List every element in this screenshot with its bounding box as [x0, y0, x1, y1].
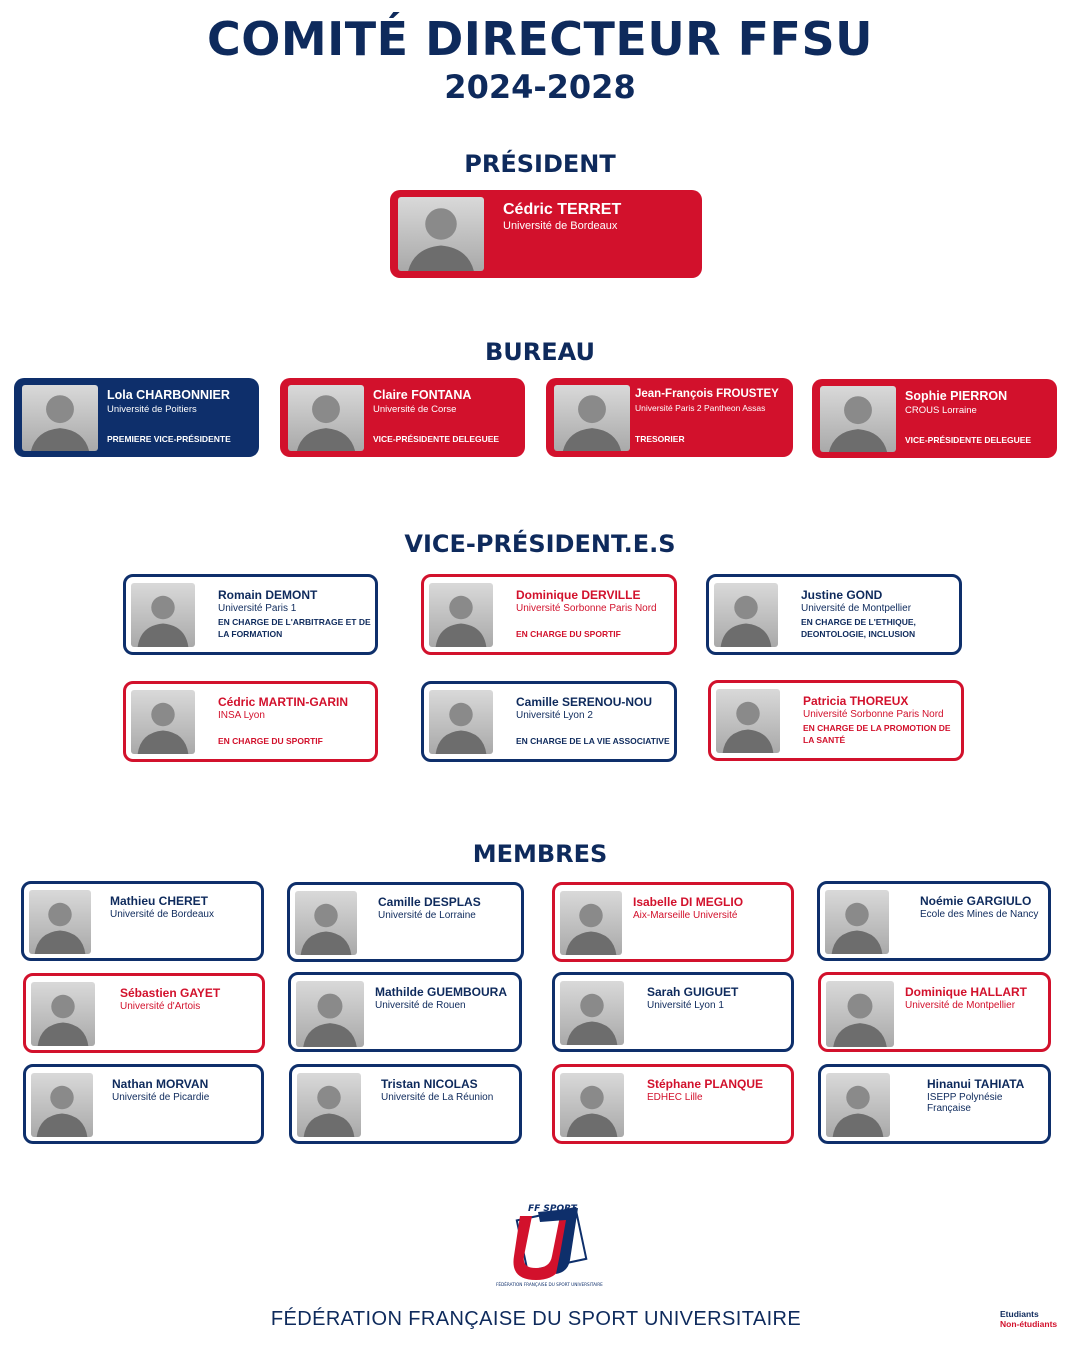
member-name: Cédric MARTIN-GARIN — [218, 695, 349, 709]
legend-students: Etudiants — [1000, 1309, 1039, 1319]
member-card — [21, 881, 264, 961]
member-affiliation: Université Sorbonne Paris Nord — [803, 709, 944, 720]
member-photo — [29, 890, 91, 954]
member-name: Justine GOND — [801, 588, 883, 602]
section-title-vice-presidents: VICE-PRÉSIDENT.E.S — [404, 530, 676, 558]
member-affiliation: Université de Poitiers — [107, 403, 197, 415]
member-card — [546, 378, 793, 457]
member-role: EN CHARGE DE L'ARBITRAGE ET DE LA FORMATION — [218, 616, 371, 640]
member-card — [23, 973, 265, 1053]
member-card — [23, 1064, 264, 1144]
member-card — [123, 574, 378, 655]
member-affiliation: Université de Bordeaux — [110, 909, 214, 920]
member-affiliation: INSA Lyon — [218, 710, 265, 721]
member-photo — [131, 583, 195, 647]
member-role: PREMIERE VICE-PRÉSIDENTE — [107, 434, 231, 445]
member-photo — [429, 583, 493, 647]
member-role: EN CHARGE DE LA PROMOTION DE LA SANTÉ — [803, 722, 951, 746]
member-name: Dominique DERVILLE — [516, 588, 641, 602]
member-photo — [31, 1073, 93, 1137]
member-role: EN CHARGE DE LA VIE ASSOCIATIVE — [516, 736, 670, 747]
member-affiliation: Université Paris 2 Pantheon Assas — [635, 402, 766, 413]
member-photo — [820, 386, 896, 452]
member-photo — [22, 385, 98, 451]
member-name: Claire FONTANA — [373, 388, 472, 402]
member-photo — [560, 891, 622, 955]
member-name: Romain DEMONT — [218, 588, 318, 602]
svg-text:FF SPORT: FF SPORT — [528, 1204, 577, 1214]
member-photo — [714, 583, 778, 647]
member-photo — [716, 689, 780, 753]
member-name: Mathilde GUEMBOURA — [375, 985, 507, 999]
member-name: Lola CHARBONNIER — [107, 388, 230, 402]
member-card — [123, 681, 378, 762]
member-card — [818, 1064, 1051, 1144]
member-affiliation: Université de Bordeaux — [503, 220, 618, 232]
member-affiliation: Université Lyon 2 — [516, 710, 593, 721]
member-name: Camille SERENOU-NOU — [516, 695, 653, 709]
section-title-president: PRÉSIDENT — [464, 150, 616, 178]
member-affiliation: Université de Montpellier — [801, 603, 912, 614]
section-title-membres: MEMBRES — [472, 840, 608, 868]
section-title-bureau: BUREAU — [485, 338, 595, 366]
legend-non-students: Non-étudiants — [1000, 1318, 1058, 1329]
member-name: Mathieu CHERET — [110, 894, 209, 908]
member-photo — [429, 690, 493, 754]
member-affiliation: Université de La Réunion — [381, 1092, 494, 1103]
member-card — [421, 681, 677, 762]
member-card — [289, 1064, 522, 1144]
member-role: EN CHARGE DU SPORTIF — [218, 736, 323, 747]
member-photo — [554, 385, 630, 451]
member-name: Isabelle DI MEGLIO — [633, 895, 744, 909]
legend — [1000, 1310, 1057, 1330]
member-card — [817, 881, 1051, 961]
member-affiliation: Ecole des Mines de Nancy — [920, 909, 1039, 920]
member-name: Sébastien GAYET — [120, 986, 221, 1000]
member-photo — [825, 890, 889, 954]
member-name: Tristan NICOLAS — [381, 1077, 478, 1091]
member-affiliation: CROUS Lorraine — [905, 404, 977, 416]
member-photo — [31, 982, 95, 1046]
member-card — [552, 882, 794, 962]
member-photo — [131, 690, 195, 754]
member-name: Cédric TERRET — [503, 201, 622, 218]
footer-federation-name: FÉDÉRATION FRANÇAISE DU SPORT UNIVERSITAIRE — [270, 1308, 802, 1330]
member-card — [552, 972, 794, 1052]
member-role: EN CHARGE DU SPORTIF — [516, 629, 621, 640]
member-affiliation: Université de Corse — [373, 403, 457, 415]
svg-text:FÉDÉRATION FRANÇAISE DU SPORT: FÉDÉRATION FRANÇAISE DU SPORT UNIVERSITAIRE — [496, 1282, 603, 1287]
member-photo — [297, 1073, 361, 1137]
member-name: Sarah GUIGUET — [647, 985, 739, 999]
member-name: Dominique HALLART — [905, 985, 1027, 999]
member-role: EN CHARGE DE L'ETHIQUE, DEONTOLOGIE, INCLUSION — [801, 616, 916, 640]
member-photo — [826, 981, 894, 1047]
member-affiliation: Université Sorbonne Paris Nord — [516, 603, 657, 614]
member-card — [14, 378, 259, 457]
member-card — [812, 379, 1057, 458]
member-name: Hinanui TAHIATA — [927, 1077, 1025, 1091]
member-affiliation: EDHEC Lille — [647, 1092, 703, 1103]
member-name: Jean-François FROUSTEY — [635, 388, 779, 400]
member-name: Nathan MORVAN — [112, 1077, 209, 1091]
page-subtitle: 2024-2028 — [444, 68, 636, 106]
member-affiliation: Université de Montpellier — [905, 1000, 1016, 1011]
member-card — [421, 574, 677, 655]
member-affiliation: Université Lyon 1 — [647, 1000, 724, 1011]
member-name: Patricia THOREUX — [803, 694, 909, 708]
member-card — [288, 972, 522, 1052]
member-photo — [560, 1073, 624, 1137]
member-affiliation: Aix-Marseille Université — [633, 910, 738, 921]
member-card — [552, 1064, 794, 1144]
member-card — [706, 574, 962, 655]
member-name: Stéphane PLANQUE — [647, 1077, 764, 1091]
member-name: Camille DESPLAS — [378, 895, 481, 909]
member-photo — [296, 981, 364, 1047]
member-affiliation: Université de Picardie — [112, 1092, 210, 1103]
member-photo — [826, 1073, 890, 1137]
member-role: TRESORIER — [635, 434, 685, 445]
member-name: Sophie PIERRON — [905, 389, 1008, 403]
member-card — [390, 190, 702, 278]
member-photo — [288, 385, 364, 451]
member-photo — [398, 197, 484, 271]
member-affiliation: Université d'Artois — [120, 1001, 201, 1012]
member-card — [280, 378, 525, 457]
member-role: VICE-PRÉSIDENTE DELEGUEE — [373, 434, 500, 445]
member-name: Noémie GARGIULO — [920, 894, 1032, 908]
page-title: COMITÉ DIRECTEUR FFSU — [207, 12, 873, 66]
member-photo — [560, 981, 624, 1045]
member-photo — [295, 891, 357, 955]
member-affiliation: Université de Lorraine — [378, 910, 476, 921]
member-card — [287, 882, 524, 962]
member-affiliation: Université Paris 1 — [218, 603, 297, 614]
ffsu-logo — [490, 1198, 610, 1288]
member-affiliation: Université de Rouen — [375, 1000, 466, 1011]
member-card — [708, 680, 964, 761]
member-role: VICE-PRÉSIDENTE DELEGUEE — [905, 435, 1032, 446]
member-affiliation: ISEPP Polynésie Française — [927, 1092, 1003, 1114]
member-card — [818, 972, 1051, 1052]
